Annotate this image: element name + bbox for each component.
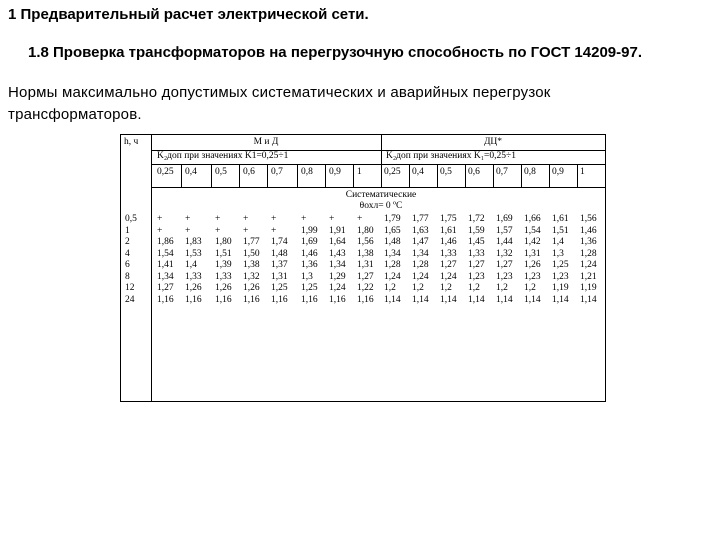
table-cell: 1,34 [157,271,174,282]
value-column [440,214,457,306]
table-cell: 1,38 [243,260,260,270]
table-cell: 1,4 [185,260,197,270]
table-cell: + [329,214,335,224]
subheader-rule [151,164,605,165]
table-cell: 1,99 [301,225,318,236]
table-cell: 1,28 [580,248,597,259]
k1-column-divider [239,164,240,187]
h-values-column [125,214,137,306]
table-cell: 1,51 [215,248,232,259]
table-cell: 1,46 [580,225,597,236]
table-cell: + [357,214,363,224]
value-column [301,214,318,306]
k1-header-cell: 0,6 [468,167,480,177]
k1-column-divider [353,164,354,187]
table-cell: + [215,225,221,236]
value-column [524,214,541,306]
table-cell: 1,14 [524,294,541,305]
h-value-cell: 2 [125,237,130,247]
table-cell: 1,28 [384,260,401,270]
table-cell: + [185,214,191,224]
k1-header-cell: 0,6 [243,167,255,177]
table-cell: 1,23 [524,271,541,282]
table-cell: 1,24 [580,260,597,270]
table-cell: 1,54 [524,225,541,236]
table-cell: 1,25 [301,283,318,293]
value-column [357,214,374,306]
value-column [496,214,513,306]
table-cell: 1,37 [271,260,288,270]
table-cell: 1,32 [496,248,513,259]
table-cell: 1,39 [215,260,232,270]
table-cell: 1,61 [552,214,569,224]
value-column [157,214,174,306]
table-cell: 1,44 [496,237,513,247]
table-cell: 1,14 [468,294,485,305]
k1-header-cell: 0,9 [552,167,564,177]
h-value-cell: 1 [125,225,130,236]
table-cell: 1,48 [384,237,401,247]
table-cell: 1,41 [157,260,174,270]
k1-column-divider [577,164,578,187]
table-cell: 1,14 [552,294,569,305]
k1-header-cell: 0,8 [524,167,536,177]
value-column [384,214,401,306]
value-column [185,214,202,306]
section-title: Систематические [345,190,417,200]
table-cell: 1,61 [440,225,457,236]
table-cell: 1,42 [524,237,541,247]
table-cell: 1,14 [496,294,513,305]
value-column [580,214,597,306]
table-cell: 1,77 [412,214,429,224]
overload-norms-table [120,134,606,402]
value-column [412,214,429,306]
k1-header-cell: 0,5 [215,167,227,177]
table-cell: + [243,214,249,224]
table-cell: + [301,214,307,224]
k1-header-cell: 0,9 [329,167,341,177]
k1-column-divider [267,164,268,187]
k1-column-divider [409,164,410,187]
table-cell: 1,29 [329,271,346,282]
h-value-cell: 4 [125,248,130,259]
k1-header-cell: 0,25 [157,167,174,177]
table-cell: 1,23 [468,271,485,282]
table-cell: 1,34 [384,248,401,259]
table-cell: 1,2 [440,283,452,293]
group1-subtitle: K₂доп при значениях K1=0,25÷1 [157,151,289,161]
section-temperature: θохл= 0 ºС [359,201,403,211]
table-cell: 1,24 [412,271,429,282]
table-cell: 1,26 [243,283,260,293]
table-cell: 1,4 [552,237,564,247]
table-cell: 1,54 [157,248,174,259]
table-cell: 1,14 [440,294,457,305]
table-cell: 1,26 [185,283,202,293]
k1-header-cell: 0,4 [412,167,424,177]
table-cell: 1,22 [357,283,374,293]
table-cell: 1,83 [185,237,202,247]
table-cell: + [243,225,249,236]
table-cell: 1,14 [384,294,401,305]
table-cell: 1,64 [329,237,346,247]
table-cell: 1,25 [271,283,288,293]
table-cell: 1,91 [329,225,346,236]
table-cell: 1,34 [329,260,346,270]
table-cell: 1,31 [271,271,288,282]
table-cell: 1,46 [301,248,318,259]
k1-header-cell: 0,8 [301,167,313,177]
table-cell: 1,66 [524,214,541,224]
k1-column-divider [297,164,298,187]
table-cell: 1,16 [329,294,346,305]
value-column [215,214,232,306]
k1-header-cell: 1 [580,167,585,177]
subsection-heading: 1.8 Проверка трансформаторов на перегрузочную способность по ГОСТ 14209-97. [28,44,642,61]
h-column-divider [151,135,152,401]
table-cell: + [157,225,163,236]
table-cell: 1,27 [440,260,457,270]
table-cell: 1,46 [440,237,457,247]
table-cell: 1,24 [440,271,457,282]
table-cell: 1,27 [496,260,513,270]
table-cell: 1,33 [468,248,485,259]
table-cell: 1,28 [412,260,429,270]
value-column [271,214,288,306]
table-cell: 1,69 [301,237,318,247]
table-cell: 1,59 [468,225,485,236]
table-cell: 1,48 [271,248,288,259]
k1-column-divider [549,164,550,187]
table-cell: 1,63 [412,225,429,236]
table-cell: 1,16 [357,294,374,305]
table-cell: + [271,214,277,224]
table-cell: 1,16 [215,294,232,305]
group1-title: М и Д [253,137,279,147]
k1-column-divider [465,164,466,187]
table-cell: 1,31 [357,260,374,270]
section-heading: 1 Предварительный расчет электрической сети. [8,6,369,23]
table-cell: 1,31 [524,248,541,259]
h-value-cell: 0,5 [125,214,137,224]
table-cell: 1,3 [552,248,564,259]
table-cell: 1,53 [185,248,202,259]
table-cell: + [215,214,221,224]
table-cell: + [157,214,163,224]
table-cell: 1,74 [271,237,288,247]
table-cell: 1,38 [357,248,374,259]
intro-paragraph: Нормы максимально допустимых систематических и аварийных перегрузок трансформаторов. [8,84,551,123]
table-cell: 1,56 [357,237,374,247]
table-cell: 1,24 [329,283,346,293]
table-cell: 1,23 [496,271,513,282]
table-cell: 1,33 [185,271,202,282]
table-cell: 1,14 [412,294,429,305]
table-cell: 1,25 [552,260,569,270]
table-cell: 1,27 [357,271,374,282]
table-cell: 1,56 [580,214,597,224]
table-cell: 1,65 [384,225,401,236]
h-value-cell: 12 [125,283,135,293]
table-cell: 1,24 [384,271,401,282]
table-cell: 1,45 [468,237,485,247]
table-cell: 1,26 [524,260,541,270]
table-cell: 1,57 [496,225,513,236]
table-cell: 1,2 [524,283,536,293]
h-value-cell: 6 [125,260,130,270]
k1-header-cell: 1 [357,167,362,177]
table-cell: 1,80 [215,237,232,247]
h-value-cell: 8 [125,271,130,282]
table-cell: 1,47 [412,237,429,247]
table-cell: 1,16 [301,294,318,305]
table-cell: 1,21 [580,271,597,282]
k1-header-cell: 0,4 [185,167,197,177]
h-value-cell: 24 [125,294,135,305]
h-column-header: h, ч [124,137,139,147]
k1-column-divider [181,164,182,187]
table-cell: 1,2 [412,283,424,293]
table-cell: + [271,225,277,236]
table-cell: 1,27 [468,260,485,270]
table-cell: 1,16 [157,294,174,305]
table-cell: 1,2 [496,283,508,293]
value-column [329,214,346,306]
table-cell: 1,16 [271,294,288,305]
table-cell: 1,80 [357,225,374,236]
k1-column-divider [493,164,494,187]
table-cell: + [185,225,191,236]
table-cell: 1,27 [157,283,174,293]
table-cell: 1,33 [215,271,232,282]
table-cell: 1,51 [552,225,569,236]
table-cell: 1,19 [580,283,597,293]
table-cell: 1,43 [329,248,346,259]
table-cell: 1,16 [185,294,202,305]
table-cell: 1,50 [243,248,260,259]
table-cell: 1,16 [243,294,260,305]
k1-header-cell: 0,25 [384,167,401,177]
table-cell: 1,2 [384,283,396,293]
table-cell: 1,26 [215,283,232,293]
k1-column-divider [211,164,212,187]
table-cell: 1,19 [552,283,569,293]
table-cell: 1,3 [301,271,313,282]
table-cell: 1,69 [496,214,513,224]
table-cell: 1,34 [412,248,429,259]
group2-title: ДЦ* [483,137,503,147]
k1-header-cell: 0,7 [271,167,283,177]
value-column [243,214,260,306]
k1-column-divider [437,164,438,187]
table-cell: 1,75 [440,214,457,224]
table-cell: 1,32 [243,271,260,282]
table-cell: 1,36 [580,237,597,247]
table-cell: 1,33 [440,248,457,259]
table-cell: 1,86 [157,237,174,247]
value-column [468,214,485,306]
table-cell: 1,72 [468,214,485,224]
table-cell: 1,36 [301,260,318,270]
table-cell: 1,14 [580,294,597,305]
table-cell: 1,23 [552,271,569,282]
k1-header-cell: 0,7 [496,167,508,177]
value-column [552,214,569,306]
group2-subtitle: K₂доп при значениях K₁=0,25÷1 [386,151,516,161]
k1-column-divider [521,164,522,187]
table-cell: 1,2 [468,283,480,293]
k1-column-divider [325,164,326,187]
table-cell: 1,79 [384,214,401,224]
k1-header-cell: 0,5 [440,167,452,177]
table-cell: 1,77 [243,237,260,247]
header-bottom-rule [151,187,605,188]
